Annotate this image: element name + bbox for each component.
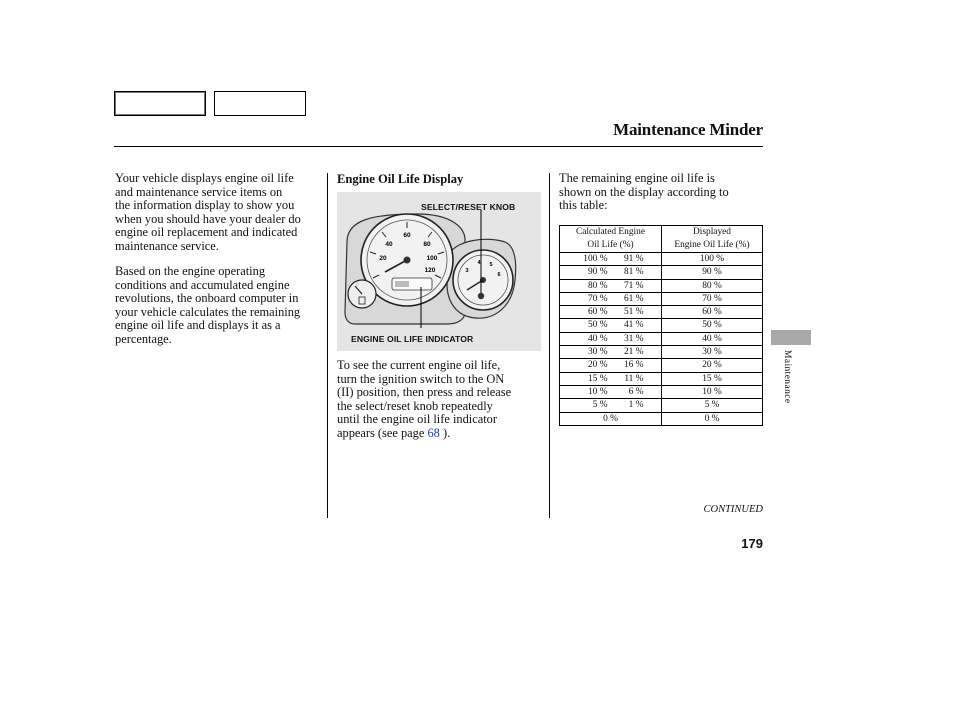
calculated-from: 10 % [587, 386, 608, 397]
table-row [560, 292, 763, 305]
displayed-value-cell: 0 % [662, 412, 763, 425]
intro-paragraph: Your vehicle displays engine oil life and maintenance service items on the information display to show you when you should have your dealer do engine oil replacement and indicated maintenance service. [115, 171, 301, 253]
calculated-range-cell [560, 279, 662, 292]
table-row [560, 266, 763, 279]
continued-label: CONTINUED [703, 504, 763, 515]
instrument-cluster-figure [337, 192, 541, 351]
column-divider-2 [549, 173, 550, 518]
table-row [560, 332, 763, 345]
instruction-line-2: turn the ignition switch to the ON [337, 371, 505, 386]
displayed-value-cell: 50 % [662, 319, 763, 332]
calculated-range-cell [560, 292, 662, 305]
nav-tab-2[interactable] [214, 91, 306, 116]
calculated-from: 50 % [587, 320, 608, 331]
calculated-to: 21 % [623, 347, 644, 358]
speedo-tick-60: 60 [403, 232, 411, 239]
speedo-tick-20: 20 [379, 255, 387, 262]
calculated-from: 60 % [587, 307, 608, 318]
calculated-to: 51 % [623, 307, 644, 318]
displayed-value-cell: 10 % [662, 385, 763, 398]
page-title: Maintenance Minder [613, 120, 763, 139]
displayed-value-cell: 100 % [662, 253, 763, 266]
displayed-value-cell: 70 % [662, 292, 763, 305]
tach-tick-4: 4 [477, 260, 481, 266]
calculated-range-cell [560, 266, 662, 279]
table-row [560, 359, 763, 372]
table-row [560, 253, 763, 266]
calculated-to: 81 % [623, 267, 644, 278]
speedo-tick-40: 40 [385, 241, 393, 248]
calculated-from: 80 % [587, 280, 608, 291]
displayed-value-cell: 30 % [662, 346, 763, 359]
table-row [560, 372, 763, 385]
calculated-range-cell [560, 253, 662, 266]
header-displayed-line2: Engine Oil Life (%) [674, 240, 750, 250]
calculated-range-cell [560, 319, 662, 332]
instruction-paragraph [337, 359, 543, 440]
calculated-from: 15 % [587, 373, 608, 384]
tach-tick-3: 3 [465, 268, 469, 274]
calculated-to: 91 % [623, 254, 644, 264]
calculated-to: 6 % [628, 386, 644, 397]
instruction-line-4: the select/reset knob repeatedly [337, 398, 493, 413]
speedo-tick-120: 120 [424, 267, 436, 274]
oil-life-indicator-label: ENGINE OIL LIFE INDICATOR [351, 334, 474, 344]
table-row [560, 346, 763, 359]
table-row [560, 412, 763, 425]
displayed-value-cell: 15 % [662, 372, 763, 385]
calculated-to: 16 % [623, 360, 644, 371]
select-reset-knob-label: SELECT/RESET KNOB [421, 202, 516, 212]
header-calculated-line1: Calculated Engine [576, 227, 645, 237]
instrument-cluster-illustration [337, 192, 541, 351]
calculated-range-cell [560, 385, 662, 398]
header-calculated-line2: Oil Life (%) [587, 240, 634, 250]
instruction-line-6-suffix: ). [439, 425, 451, 440]
calculated-to: 1 % [628, 400, 644, 411]
page-reference-link[interactable]: 68 [427, 425, 440, 440]
displayed-value-cell: 5 % [662, 399, 763, 412]
displayed-value-cell: 90 % [662, 266, 763, 279]
calculated-from: 40 % [587, 333, 608, 344]
speedo-tick-80: 80 [423, 241, 431, 248]
instruction-line-6-prefix: appears (see page [337, 425, 428, 440]
table-row [560, 399, 763, 412]
calculated-from: 30 % [587, 347, 608, 358]
page-number: 179 [741, 536, 763, 551]
calculated-range-cell [560, 399, 662, 412]
calculated-from: 70 % [587, 293, 608, 304]
calculation-paragraph: Based on the engine operating conditions and accumulated engine revolutions, the onboard computer in your vehicle calculates the remaining engine oil life and displays it as a percentage. [115, 264, 301, 346]
table-row [560, 306, 763, 319]
calculated-to: 31 % [623, 333, 644, 344]
section-heading: Engine Oil Life Display [337, 172, 464, 186]
table-row [560, 319, 763, 332]
calculated-to: 41 % [623, 320, 644, 331]
calculated-from: 0 % [603, 413, 618, 424]
instruction-line-3: (II) position, then press and release [337, 385, 512, 399]
displayed-value-cell: 40 % [662, 332, 763, 345]
table-intro-paragraph: The remaining engine oil life is shown on the display according to this table: [559, 171, 729, 212]
header-displayed [662, 226, 763, 253]
calculated-to: 61 % [623, 293, 644, 304]
tach-tick-6: 6 [497, 272, 501, 278]
title-rule [114, 146, 763, 147]
calculated-range-cell [560, 359, 662, 372]
header-displayed-line1: Displayed [692, 227, 731, 237]
displayed-value-cell: 20 % [662, 359, 763, 372]
calculated-from: 20 % [587, 360, 608, 371]
calculated-range-cell [560, 306, 662, 319]
calculated-range-cell [560, 372, 662, 385]
speedo-tick-100: 100 [426, 255, 438, 262]
table-row [560, 279, 763, 292]
oil-life-table [559, 225, 763, 426]
calculated-range-cell [560, 346, 662, 359]
calculated-to: 11 % [624, 373, 644, 384]
calculated-to: 71 % [623, 280, 644, 291]
table-row [560, 385, 763, 398]
table-header-row [560, 226, 763, 253]
header-calculated [560, 226, 662, 253]
instruction-line-5: until the engine oil life indicator [337, 412, 498, 426]
instruction-line-1: To see the current engine oil life, [337, 358, 501, 372]
calculated-from: 5 % [592, 400, 608, 411]
nav-tab-1[interactable] [114, 91, 206, 116]
calculated-range-cell [560, 412, 662, 425]
calculated-from: 100 % [583, 254, 608, 264]
calculated-from: 90 % [587, 267, 608, 278]
tach-tick-5: 5 [489, 262, 493, 268]
calculated-range-cell [560, 332, 662, 345]
section-tab-marker [771, 330, 811, 345]
displayed-value-cell: 80 % [662, 279, 763, 292]
displayed-value-cell: 60 % [662, 306, 763, 319]
table-body [560, 253, 763, 426]
section-tab-label: Maintenance [782, 350, 792, 404]
column-divider-1 [327, 173, 328, 518]
